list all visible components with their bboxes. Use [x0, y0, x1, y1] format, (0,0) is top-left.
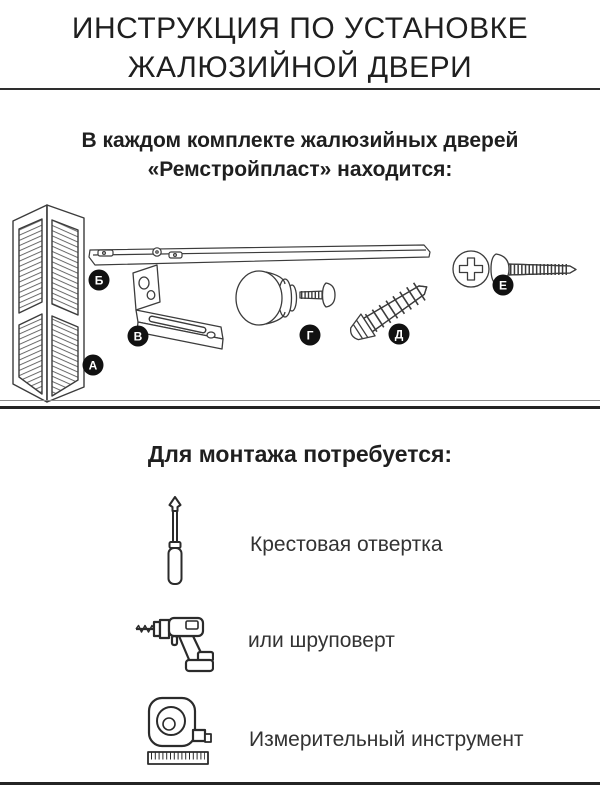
part-badge-v-label: В [133, 329, 143, 344]
part-badge-a-label: А [88, 358, 98, 373]
screwdriver-icon [162, 496, 188, 586]
footer-divider [0, 782, 600, 785]
knob-icon [236, 271, 335, 325]
tape-measure-icon [146, 696, 216, 766]
part-badge-d [389, 324, 410, 345]
page-title-line2: ЖАЛЮЗИЙНОЙ ДВЕРИ [127, 51, 473, 84]
part-badge-d-label: Д [394, 327, 404, 342]
tool-label-screwdriver: Крестовая отвертка [250, 533, 443, 556]
part-badge-b [89, 270, 110, 291]
tools-heading: Для монтажа потребуется: [147, 441, 453, 467]
kit-intro [0, 126, 600, 184]
louvered-door-icon [13, 205, 84, 402]
kit-intro-line1: В каждом комплекте жалюзийных дверей [81, 129, 519, 152]
part-badge-a [83, 355, 104, 376]
diagram-divider-thick [0, 406, 600, 409]
tool-label-tape-measure: Измерительный инструмент [249, 728, 524, 751]
kit-parts-diagram [0, 195, 600, 410]
tool-label-drill: или шруповерт [248, 629, 395, 652]
kit-intro-line2: «Ремстройпласт» находится: [147, 158, 453, 181]
page-title [0, 9, 600, 87]
part-badge-e-label: Е [498, 278, 508, 293]
part-badge-e [493, 275, 514, 296]
page-title-line1: ИНСТРУКЦИЯ ПО УСТАНОВКЕ [71, 12, 529, 45]
phillips-screw-icon [453, 251, 576, 287]
diagram-divider-thin [0, 400, 600, 401]
track-rail-icon [89, 245, 430, 265]
part-badge-g-label: Г [306, 328, 314, 343]
title-divider [0, 88, 600, 90]
part-badge-v [128, 326, 149, 347]
part-badge-g [300, 325, 321, 346]
part-badge-b-label: Б [94, 273, 104, 288]
drill-icon [134, 612, 214, 674]
